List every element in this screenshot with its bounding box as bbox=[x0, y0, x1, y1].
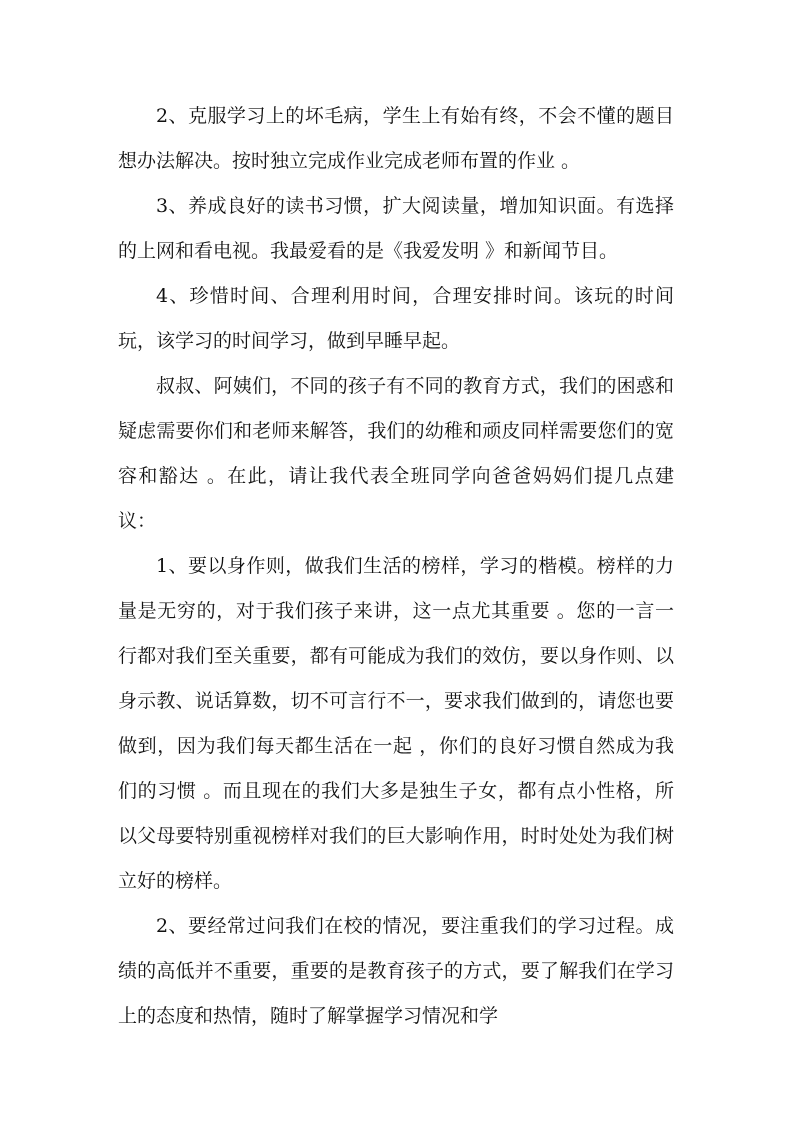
paragraph-4: 叔叔、阿姨们，不同的孩子有不同的教育方式，我们的困惑和疑虑需要你们和老师来解答，我们的幼稚和顽皮同样需要您们的宽容和豁达 。在此，请让我代表全班同学向爸爸妈妈们提几点建议： bbox=[118, 375, 674, 532]
paragraph-5: 1、要以身作则，做我们生活的榜样，学习的楷模。榜样的力量是无穷的，对于我们孩子来讲，这一点尤其重要 。您的一言一行都对我们至关重要，都有可能成为我们的效仿，要以身作则、以身示教、说话算数，切不可言行不一，要求我们做到的，请您也要做到，因为我们每天都生活在一起 ，你们的良好习惯自然成为我们的习惯 。而且现在的我们大多是独生子女，都有点小性格，所以父母要特别重视榜样对我们的巨大影响作用，时时处处为我们树立好的榜样。 bbox=[118, 555, 674, 892]
paragraph-6: 2、要经常过问我们在校的情况，要注重我们的学习过程。成绩的高低并不重要，重要的是教育孩子的方式，要了解我们在学习上的态度和热情，随时了解掌握学习情况和学 bbox=[118, 915, 674, 1027]
paragraph-2: 3、养成良好的读书习惯，扩大阅读量，增加知识面。有选择的上网和看电视。我最爱看的是《我爱发明 》和新闻节目。 bbox=[118, 195, 674, 262]
paragraph-1: 2、克服学习上的坏毛病，学生上有始有终，不会不懂的题目想办法解决。按时独立完成作业完成老师布置的作业 。 bbox=[118, 105, 674, 172]
paragraph-3: 4、珍惜时间、合理利用时间，合理安排时间。该玩的时间玩，该学习的时间学习，做到早睡早起。 bbox=[118, 285, 674, 352]
document-body bbox=[118, 94, 674, 1039]
